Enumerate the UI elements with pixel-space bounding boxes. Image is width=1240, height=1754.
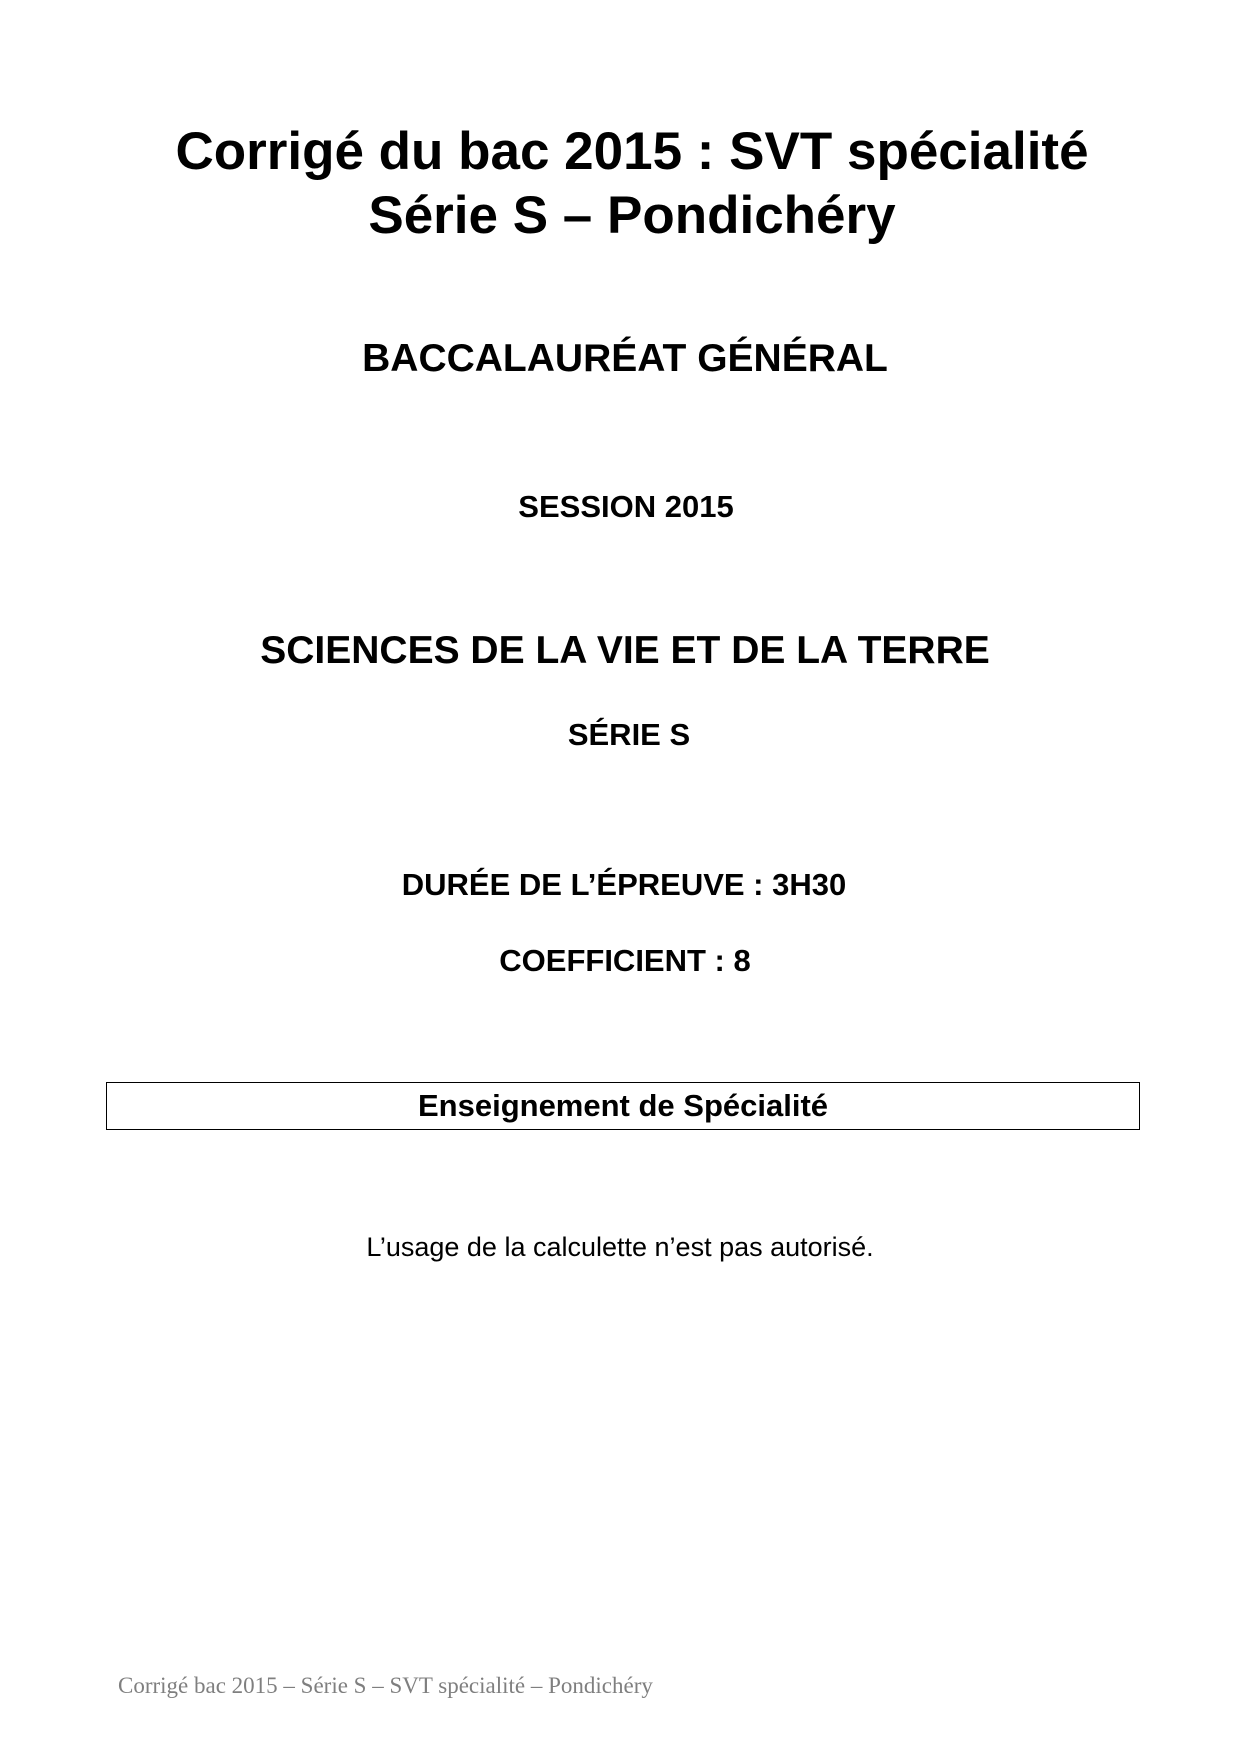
series-heading: SÉRIE S <box>567 717 691 752</box>
duration-line: DURÉE DE L’ÉPREUVE : 3H30 <box>401 867 847 902</box>
page-footer: Corrigé bac 2015 – Série S – SVT spécialité – Pondichéry <box>118 1673 653 1698</box>
coefficient-line: COEFFICIENT : 8 <box>499 943 751 978</box>
diploma-heading: BACCALAURÉAT GÉNÉRAL <box>362 337 888 380</box>
session-heading: SESSION 2015 <box>518 489 734 524</box>
page-title-line-2: Série S – Pondichéry <box>368 186 896 245</box>
subject-heading: SCIENCES DE LA VIE ET DE LA TERRE <box>260 629 990 672</box>
page-title-line-1: Corrigé du bac 2015 : SVT spécialité <box>175 122 1089 181</box>
specialty-box <box>106 1082 1140 1130</box>
calculator-note: L’usage de la calculette n’est pas autorisé. <box>366 1232 874 1262</box>
specialty-label: Enseignement de Spécialité <box>417 1088 829 1123</box>
